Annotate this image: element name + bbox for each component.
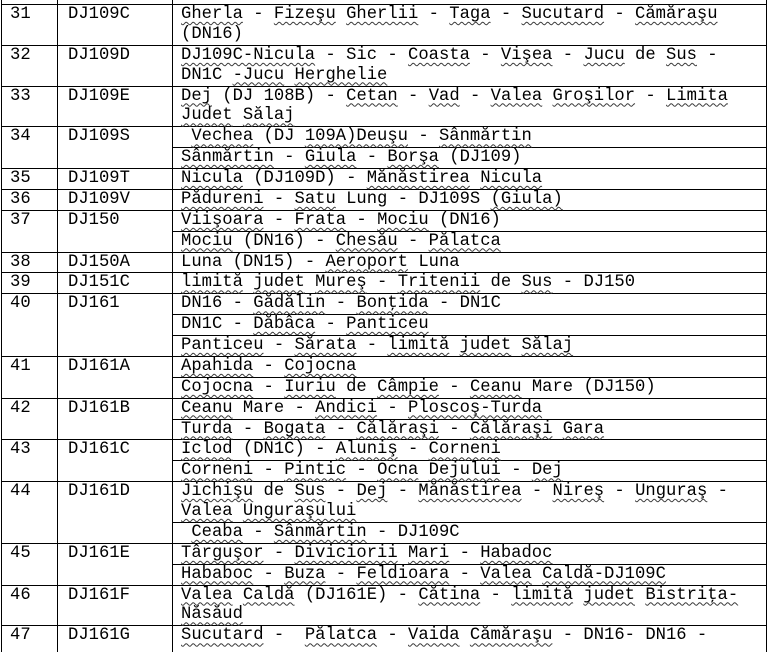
spellcheck-underlined-word: Sus bbox=[666, 45, 697, 65]
spellcheck-underlined-word: Dej bbox=[531, 461, 563, 481]
table-row bbox=[2, 398, 767, 419]
row-number-cell bbox=[2, 252, 58, 273]
road-code-cell bbox=[58, 189, 173, 210]
spellcheck-underlined-word: Mureş bbox=[315, 273, 367, 293]
route-cell bbox=[173, 294, 767, 315]
spellcheck-underlined-word: Aeroport bbox=[325, 252, 408, 272]
spellcheck-underlined-word: Pădureni bbox=[181, 189, 264, 209]
row-number-cell bbox=[2, 543, 58, 585]
road-code: DJ109D bbox=[68, 45, 130, 65]
spellcheck-underlined-word: Ploscoş-Turda bbox=[408, 398, 543, 418]
route-text: Sânmărtin - Giula - Borşa (DJ109) bbox=[181, 148, 522, 168]
spellcheck-underlined-word: judet bbox=[459, 336, 512, 355]
road-code: DJ161E bbox=[68, 543, 130, 563]
spellcheck-underlined-word: Fizeşu bbox=[273, 5, 336, 24]
spellcheck-underlined-word: Mari bbox=[407, 543, 450, 563]
spellcheck-underlined-word: Buza bbox=[284, 564, 326, 584]
route-text: Iclod (DN1C) - Aluniş - Corneni bbox=[181, 440, 501, 460]
route-cell bbox=[173, 626, 767, 652]
route-cell bbox=[173, 543, 767, 564]
route-cell bbox=[173, 398, 767, 419]
spellcheck-underlined-word: Diviciorii bbox=[294, 543, 398, 563]
row-number-cell bbox=[2, 86, 58, 127]
road-code-cell bbox=[58, 294, 173, 357]
road-code-cell bbox=[58, 626, 173, 652]
spellcheck-underlined-word: Sucutard bbox=[181, 626, 264, 646]
road-code: DJ150A bbox=[68, 252, 130, 272]
road-code-cell bbox=[58, 252, 173, 273]
road-code: DJ151C bbox=[68, 273, 130, 293]
row-number-cell bbox=[2, 294, 58, 357]
spellcheck-underlined-word: Sucutard bbox=[521, 5, 605, 24]
route-text: DN1C - Dăbâca - Panticeu bbox=[181, 315, 429, 335]
spellcheck-underlined-word: Coasta bbox=[408, 45, 470, 65]
table-row bbox=[2, 210, 767, 231]
route-cell bbox=[173, 585, 767, 626]
spellcheck-underlined-word: Ceanu bbox=[469, 377, 522, 397]
route-text: Pădureni - Satu Lung - DJ109S (Giula) bbox=[181, 189, 563, 209]
spellcheck-underlined-word: Ocna bbox=[377, 461, 419, 481]
spellcheck-underlined-word: Tritenii bbox=[397, 273, 481, 293]
road-code: DJ161B bbox=[68, 398, 130, 418]
spellcheck-underlined-word: Herghelie bbox=[294, 65, 388, 85]
spellcheck-underlined-word: Vaida bbox=[408, 626, 460, 646]
spellcheck-underlined-word: Câmpie bbox=[377, 377, 439, 397]
county-roads-table bbox=[1, 0, 767, 652]
road-code-cell bbox=[58, 585, 173, 626]
route-text: Vechea (DJ 109A)Deuşu - Sânmărtin bbox=[191, 127, 532, 147]
spellcheck-underlined-word: limită bbox=[387, 336, 450, 355]
table-row bbox=[2, 294, 767, 315]
route-text: DJ109C-Nicula - Sic - Coasta - Vişea - Jucu de Sus - DN1C -Jucu Herghelie bbox=[181, 45, 718, 85]
row-number: 44 bbox=[10, 482, 31, 502]
spellcheck-underlined-word: Cojocna bbox=[181, 377, 254, 397]
table-row bbox=[2, 127, 767, 148]
spellcheck-underlined-word: Pălatca bbox=[428, 231, 501, 251]
route-text: Târguşor - Diviciorii Mari - Habadoc bbox=[181, 543, 553, 563]
row-number-cell bbox=[2, 440, 58, 482]
road-code: DJ161C bbox=[68, 440, 130, 460]
row-number: 40 bbox=[10, 294, 31, 314]
spellcheck-underlined-word: Judet bbox=[181, 106, 233, 126]
spellcheck-underlined-word: Dăbâca bbox=[253, 315, 316, 335]
spellcheck-underlined-word: Gădălin bbox=[253, 294, 326, 314]
spellcheck-underlined-word: Nicula bbox=[181, 169, 243, 188]
route-cell bbox=[173, 315, 767, 336]
table-row bbox=[2, 440, 767, 461]
spellcheck-underlined-word: Cămăraşu bbox=[469, 626, 553, 646]
spellcheck-underlined-word: Borşa bbox=[387, 148, 439, 168]
road-code-cell bbox=[58, 543, 173, 585]
row-number-cell bbox=[2, 189, 58, 210]
spellcheck-underlined-word: Caldă-DJ109C bbox=[542, 564, 666, 584]
row-number: 33 bbox=[10, 86, 31, 106]
route-text: Nicula (DJ109D) - Mănăstirea Nicula bbox=[181, 169, 543, 188]
route-text: Ceanu Mare - Andici - Ploscoş-Turda bbox=[181, 398, 543, 418]
spellcheck-underlined-word: Gherla bbox=[181, 5, 243, 24]
road-code: DJ109E bbox=[68, 86, 130, 106]
spellcheck-underlined-word: Hababoc bbox=[181, 564, 254, 584]
road-code-cell bbox=[58, 482, 173, 544]
road-code-cell bbox=[58, 273, 173, 294]
spellcheck-underlined-word: Mănăstirea bbox=[366, 169, 470, 188]
row-number: 32 bbox=[10, 45, 31, 65]
spellcheck-underlined-word: Andici bbox=[315, 398, 378, 418]
road-code: DJ161G bbox=[68, 626, 130, 646]
table-row bbox=[2, 273, 767, 294]
spellcheck-underlined-word: 109A)Deuşu bbox=[304, 127, 408, 147]
spellcheck-underlined-word: Turda bbox=[181, 419, 233, 439]
table-row bbox=[2, 189, 767, 210]
table-row bbox=[2, 5, 767, 46]
spellcheck-underlined-word: Sălaj bbox=[242, 106, 295, 126]
road-code-cell bbox=[58, 86, 173, 127]
spellcheck-underlined-word: (Giula) bbox=[490, 189, 563, 209]
row-number: 39 bbox=[10, 273, 31, 293]
spellcheck-underlined-word: Viişoara bbox=[181, 210, 264, 230]
row-number: 37 bbox=[10, 210, 31, 230]
route-cell bbox=[173, 127, 767, 148]
route-cell bbox=[173, 169, 767, 190]
spellcheck-underlined-word: Cătina bbox=[418, 585, 481, 605]
route-text: DN16 - Gădălin - Bonţida - DN1C bbox=[181, 294, 501, 314]
route-cell bbox=[173, 461, 767, 482]
table-body bbox=[2, 0, 767, 652]
road-code-cell bbox=[58, 45, 173, 86]
spellcheck-underlined-word: Mociu bbox=[181, 231, 233, 251]
route-cell bbox=[173, 148, 767, 169]
spellcheck-underlined-word: limită bbox=[511, 585, 574, 605]
spellcheck-underlined-word: Cămăraşu bbox=[635, 5, 718, 24]
route-text: Luna (DN15) - Aeroport Luna bbox=[181, 252, 460, 272]
road-code: DJ109V bbox=[68, 189, 130, 209]
route-text: Valea Caldă (DJ161E) - Cătina - limită judet Bistriţa-Năsăud bbox=[181, 585, 739, 625]
spellcheck-underlined-word: Gherlii bbox=[346, 5, 419, 24]
row-number-cell bbox=[2, 169, 58, 190]
route-cell bbox=[173, 189, 767, 210]
spellcheck-underlined-word: -Jucu bbox=[232, 65, 285, 85]
row-number-cell bbox=[2, 273, 58, 294]
spellcheck-underlined-word: DJ109C-Nicula bbox=[181, 45, 316, 65]
spellcheck-underlined-word: Nicula bbox=[480, 169, 543, 188]
spellcheck-underlined-word: Aluniş bbox=[335, 440, 398, 460]
spellcheck-underlined-word: Nireş bbox=[552, 482, 605, 502]
row-number: 35 bbox=[10, 169, 31, 188]
route-cell bbox=[173, 273, 767, 294]
route-cell bbox=[173, 210, 767, 231]
route-cell bbox=[173, 356, 767, 377]
spellcheck-underlined-word: Valea bbox=[480, 564, 532, 584]
route-cell bbox=[173, 564, 767, 585]
row-number-cell bbox=[2, 398, 58, 440]
road-code: DJ150 bbox=[68, 210, 120, 230]
route-text: Mociu (DN16) - Chesău - Pălatca bbox=[181, 231, 501, 251]
spellcheck-underlined-word: Sălaj bbox=[521, 336, 574, 355]
route-text: Hababoc - Buza - Feldioara - Valea Caldă-DJ109C bbox=[181, 564, 666, 584]
road-code-cell bbox=[58, 169, 173, 190]
spellcheck-underlined-word: Sânmărtin bbox=[438, 127, 532, 147]
road-code: DJ161 bbox=[68, 294, 120, 314]
row-number: 41 bbox=[10, 356, 31, 376]
row-number: 47 bbox=[10, 626, 31, 646]
spellcheck-underlined-word: Mociu bbox=[377, 210, 429, 230]
spellcheck-underlined-word: judet bbox=[583, 585, 635, 605]
spellcheck-underlined-word: Valea bbox=[490, 86, 543, 106]
table-row bbox=[2, 543, 767, 564]
row-number-cell bbox=[2, 626, 58, 652]
spellcheck-underlined-word: Sânmărtin bbox=[181, 148, 274, 168]
road-code: DJ109T bbox=[68, 169, 130, 188]
row-number: 43 bbox=[10, 440, 31, 460]
route-text: Cojocna - Iuriu de Câmpie - Ceanu Mare (DJ150) bbox=[181, 377, 656, 397]
table-row bbox=[2, 626, 767, 652]
row-number: 46 bbox=[10, 585, 31, 605]
spellcheck-underlined-word: Pălatca bbox=[304, 626, 378, 646]
route-cell bbox=[173, 231, 767, 252]
route-text: Apahida - Cojocna bbox=[181, 356, 357, 376]
road-code-cell bbox=[58, 210, 173, 252]
row-number-cell bbox=[2, 5, 58, 46]
row-number-cell bbox=[2, 482, 58, 544]
row-number: 36 bbox=[10, 189, 31, 209]
spellcheck-underlined-word: Sus bbox=[294, 482, 326, 502]
row-number-cell bbox=[2, 356, 58, 398]
spellcheck-underlined-word: Sânmărtin bbox=[273, 522, 367, 542]
table-row bbox=[2, 86, 767, 127]
spellcheck-underlined-word: Bistriţa-Năsăud bbox=[181, 585, 739, 625]
route-text: Sucutard - Pălatca - Vaida Cămăraşu - DN16- DN16 - bbox=[181, 626, 708, 646]
table-row bbox=[2, 252, 767, 273]
spellcheck-underlined-word: Corneni bbox=[181, 461, 254, 481]
spellcheck-underlined-word: Vad bbox=[428, 86, 460, 106]
road-code: DJ109S bbox=[68, 127, 130, 147]
spellcheck-underlined-word: Dejului bbox=[428, 461, 501, 481]
row-number: 42 bbox=[10, 398, 31, 418]
table-row bbox=[2, 356, 767, 377]
table-row bbox=[2, 482, 767, 523]
spellcheck-underlined-word: Valea bbox=[181, 502, 233, 521]
route-cell bbox=[173, 336, 767, 357]
spellcheck-underlined-word: Jucu bbox=[583, 45, 625, 65]
table-row bbox=[2, 169, 767, 190]
route-cell bbox=[173, 482, 767, 523]
spellcheck-underlined-word: Frata bbox=[294, 210, 347, 230]
spellcheck-underlined-word: Apahida bbox=[181, 356, 254, 376]
spellcheck-underlined-word: Călăraşi bbox=[356, 419, 439, 439]
road-code-cell bbox=[58, 127, 173, 169]
spellcheck-underlined-word: Pintic bbox=[284, 461, 347, 481]
route-text: Corneni - Pintic - Ocna Dejului - Dej bbox=[181, 461, 563, 481]
spellcheck-underlined-word: Feldioara bbox=[356, 564, 450, 584]
route-text: Ceaba - Sânmărtin - DJ109C bbox=[191, 522, 460, 542]
road-code-cell bbox=[58, 440, 173, 482]
spellcheck-underlined-word: Dej bbox=[181, 86, 212, 106]
route-text: limită judet Mureş - Tritenii de Sus - DJ150 bbox=[181, 273, 636, 293]
spellcheck-underlined-word: Iclod bbox=[181, 440, 233, 460]
road-code: DJ161D bbox=[68, 482, 130, 502]
row-number-cell bbox=[2, 210, 58, 252]
row-number: 38 bbox=[10, 252, 31, 272]
spellcheck-underlined-word: Târguşor bbox=[181, 543, 264, 563]
route-text: Viişoara - Frata - Mociu (DN16) bbox=[181, 210, 501, 230]
route-text: Gherla - Fizeşu Gherlii - Taga - Sucutard - Cămăraşu (DN16) bbox=[181, 5, 718, 44]
table-row bbox=[2, 45, 767, 86]
road-code-cell bbox=[58, 5, 173, 46]
spellcheck-underlined-word: Habadoc bbox=[480, 543, 553, 563]
spellcheck-underlined-word: Gara bbox=[562, 419, 605, 439]
spellcheck-underlined-word: Vişea bbox=[500, 45, 553, 65]
spellcheck-underlined-word: Cetan bbox=[346, 86, 398, 106]
spellcheck-underlined-word: Taga bbox=[449, 5, 491, 24]
spellcheck-underlined-word: Panticeu bbox=[346, 315, 429, 335]
spellcheck-underlined-word: Dej bbox=[356, 482, 388, 502]
spellcheck-underlined-word: Ceaba bbox=[191, 522, 243, 542]
row-number-cell bbox=[2, 127, 58, 169]
route-cell bbox=[173, 45, 767, 86]
spellcheck-underlined-word: Caldă bbox=[242, 585, 295, 605]
route-cell bbox=[173, 5, 767, 46]
spellcheck-underlined-word: Cojocna bbox=[284, 356, 357, 376]
spellcheck-underlined-word: Groşilor bbox=[552, 86, 636, 106]
spellcheck-underlined-word: Jichişu bbox=[181, 482, 254, 502]
spellcheck-underlined-word: Panticeu bbox=[181, 336, 264, 355]
spellcheck-underlined-word: Giula bbox=[304, 148, 357, 168]
spellcheck-underlined-word: Călăraşi bbox=[469, 419, 553, 439]
table-row bbox=[2, 585, 767, 626]
spellcheck-underlined-word: Limita bbox=[666, 86, 728, 106]
route-text: Dej (DJ 108B) - Cetan - Vad - Valea Groşilor - Limita Judet Sălaj bbox=[181, 86, 728, 126]
row-number-cell bbox=[2, 45, 58, 86]
spellcheck-underlined-word: Valea bbox=[181, 585, 233, 605]
row-number: 31 bbox=[10, 5, 31, 24]
spellcheck-underlined-word: Chesău bbox=[335, 231, 398, 251]
road-code: DJ161F bbox=[68, 585, 130, 605]
spellcheck-underlined-word: Bogata bbox=[263, 419, 326, 439]
road-code-cell bbox=[58, 356, 173, 398]
route-cell bbox=[173, 377, 767, 398]
route-cell bbox=[173, 86, 767, 127]
spellcheck-underlined-word: Bonţida bbox=[356, 294, 429, 314]
route-cell bbox=[173, 440, 767, 461]
spellcheck-underlined-word: limită bbox=[181, 273, 243, 293]
road-code-cell bbox=[58, 398, 173, 440]
row-number: 45 bbox=[10, 543, 31, 563]
row-number-cell bbox=[2, 585, 58, 626]
route-text: Turda - Bogata - Călăraşi - Călăraşi Gara bbox=[181, 419, 605, 439]
spellcheck-underlined-word: Unguraşului bbox=[242, 502, 357, 521]
spellcheck-underlined-word: Mănăstirea bbox=[418, 482, 522, 502]
spellcheck-underlined-word: judet bbox=[253, 273, 305, 293]
route-text: Jichişu de Sus - Dej - Mănăstirea - Nireş - Unguraş - Valea Unguraşului bbox=[181, 482, 728, 521]
route-cell bbox=[173, 419, 767, 440]
route-text: Panticeu - Sărata - limită judet Sălaj bbox=[181, 336, 574, 355]
row-number: 34 bbox=[10, 127, 31, 147]
route-cell bbox=[173, 252, 767, 273]
spellcheck-underlined-word: Corneni bbox=[428, 440, 501, 460]
road-code: DJ109C bbox=[68, 5, 130, 24]
route-cell bbox=[173, 522, 767, 543]
spellcheck-underlined-word: Sărata bbox=[294, 336, 357, 355]
spellcheck-underlined-word: Vechea bbox=[191, 127, 254, 147]
spellcheck-underlined-word: Unguraş bbox=[635, 482, 708, 502]
spellcheck-underlined-word: Satu bbox=[294, 189, 336, 209]
spellcheck-underlined-word: Sus bbox=[521, 273, 553, 293]
spellcheck-underlined-word: Ceanu bbox=[181, 398, 233, 418]
road-code: DJ161A bbox=[68, 356, 130, 376]
spellcheck-underlined-word: Iuriu bbox=[284, 377, 336, 397]
